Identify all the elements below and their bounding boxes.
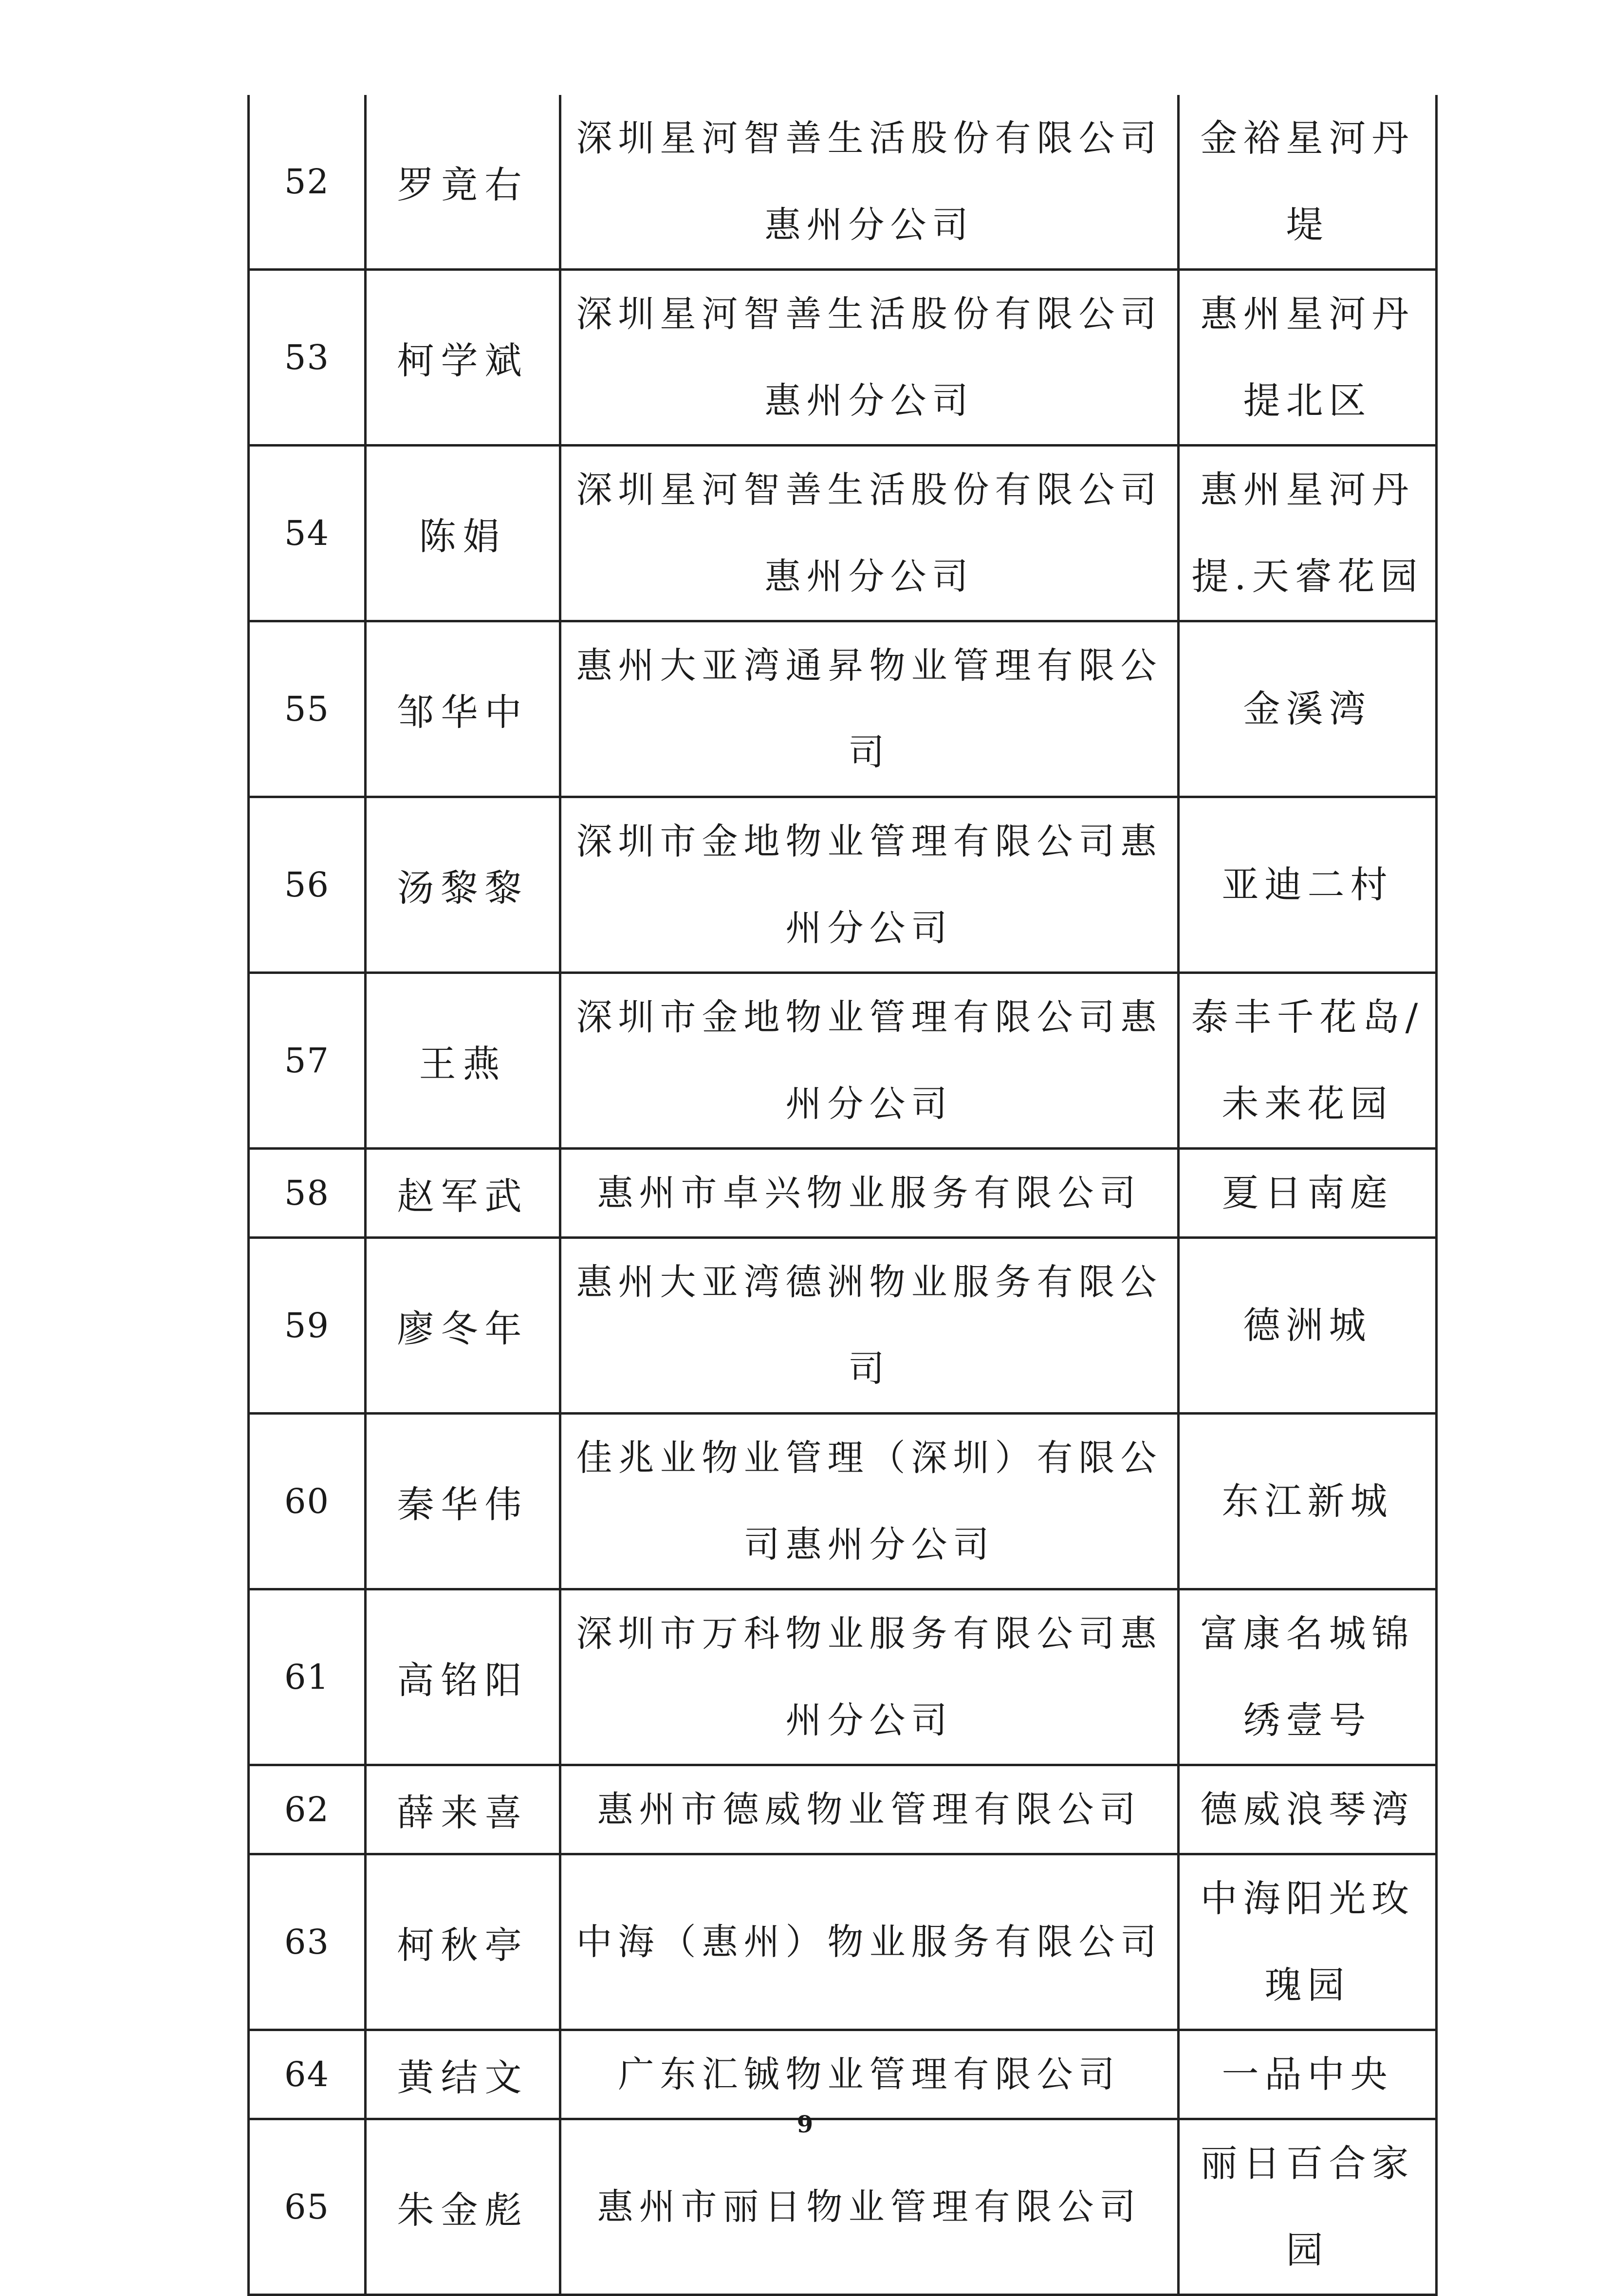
page-number: 9 <box>796 2111 814 2138</box>
person-name: 柯秋亭 <box>366 1854 560 2030</box>
company-name: 惠州大亚湾德洲物业服务有限公司 <box>560 1238 1179 1414</box>
company-name: 深圳星河智善生活股份有限公司惠州分公司 <box>560 270 1179 446</box>
company-name: 惠州市卓兴物业服务有限公司 <box>560 1149 1179 1238</box>
row-number: 55 <box>249 621 366 797</box>
row-number: 56 <box>249 797 366 973</box>
person-name: 陈娟 <box>366 446 560 621</box>
person-name: 赵军武 <box>366 1149 560 1238</box>
row-number: 63 <box>249 1854 366 2030</box>
project-name: 金裕星河丹堤 <box>1179 95 1437 270</box>
row-number: 57 <box>249 973 366 1149</box>
person-name: 廖冬年 <box>366 1238 560 1414</box>
row-number: 61 <box>249 1589 366 1765</box>
project-name: 金溪湾 <box>1179 621 1437 797</box>
table-row <box>249 95 1437 270</box>
project-name: 中海阳光玫瑰园 <box>1179 1854 1437 2030</box>
company-name: 惠州大亚湾通昇物业管理有限公司 <box>560 621 1179 797</box>
row-number: 54 <box>249 446 366 621</box>
row-number: 62 <box>249 1765 366 1854</box>
row-number: 64 <box>249 2030 366 2119</box>
company-name: 佳兆业物业管理（深圳）有限公司惠州分公司 <box>560 1414 1179 1589</box>
row-number: 53 <box>249 270 366 446</box>
person-name: 邹华中 <box>366 621 560 797</box>
company-name: 惠州市德威物业管理有限公司 <box>560 1765 1179 1854</box>
company-name: 广东汇铖物业管理有限公司 <box>560 2030 1179 2119</box>
table-row <box>249 1589 1437 1765</box>
row-number: 59 <box>249 1238 366 1414</box>
person-name: 罗竟右 <box>366 95 560 270</box>
person-name: 王燕 <box>366 973 560 1149</box>
person-name: 薛来喜 <box>366 1765 560 1854</box>
project-name: 德洲城 <box>1179 1238 1437 1414</box>
project-name: 惠州星河丹提北区 <box>1179 270 1437 446</box>
project-name: 丽日百合家园 <box>1179 2119 1437 2295</box>
person-name: 汤黎黎 <box>366 797 560 973</box>
company-name: 深圳市金地物业管理有限公司惠州分公司 <box>560 973 1179 1149</box>
table-row <box>249 1149 1437 1238</box>
person-name: 秦华伟 <box>366 1414 560 1589</box>
person-name: 朱金彪 <box>366 2119 560 2295</box>
project-name: 泰丰千花岛/未来花园 <box>1179 973 1437 1149</box>
project-name: 夏日南庭 <box>1179 1149 1437 1238</box>
table-row <box>249 973 1437 1149</box>
table-row <box>249 2119 1437 2295</box>
project-name: 富康名城锦绣壹号 <box>1179 1589 1437 1765</box>
project-name: 东江新城 <box>1179 1414 1437 1589</box>
project-name: 亚迪二村 <box>1179 797 1437 973</box>
project-name: 德威浪琴湾 <box>1179 1765 1437 1854</box>
company-name: 深圳星河智善生活股份有限公司惠州分公司 <box>560 95 1179 270</box>
company-name: 中海（惠州）物业服务有限公司 <box>560 1854 1179 2030</box>
table-row <box>249 1765 1437 1854</box>
table-row <box>249 1414 1437 1589</box>
table-row <box>249 270 1437 446</box>
project-name: 惠州星河丹提.天睿花园 <box>1179 446 1437 621</box>
person-name: 柯学斌 <box>366 270 560 446</box>
table-row <box>249 621 1437 797</box>
company-name: 惠州市丽日物业管理有限公司 <box>560 2119 1179 2295</box>
roster-table-body <box>249 95 1437 2295</box>
person-name: 高铭阳 <box>366 1589 560 1765</box>
table-row <box>249 446 1437 621</box>
table-row <box>249 2030 1437 2119</box>
table-row <box>249 797 1437 973</box>
row-number: 65 <box>249 2119 366 2295</box>
table-row <box>249 1238 1437 1414</box>
row-number: 60 <box>249 1414 366 1589</box>
person-name: 黄结文 <box>366 2030 560 2119</box>
company-name: 深圳市万科物业服务有限公司惠州分公司 <box>560 1589 1179 1765</box>
roster-table <box>247 95 1438 2296</box>
table-row <box>249 1854 1437 2030</box>
company-name: 深圳星河智善生活股份有限公司惠州分公司 <box>560 446 1179 621</box>
row-number: 52 <box>249 95 366 270</box>
project-name: 一品中央 <box>1179 2030 1437 2119</box>
row-number: 58 <box>249 1149 366 1238</box>
company-name: 深圳市金地物业管理有限公司惠州分公司 <box>560 797 1179 973</box>
